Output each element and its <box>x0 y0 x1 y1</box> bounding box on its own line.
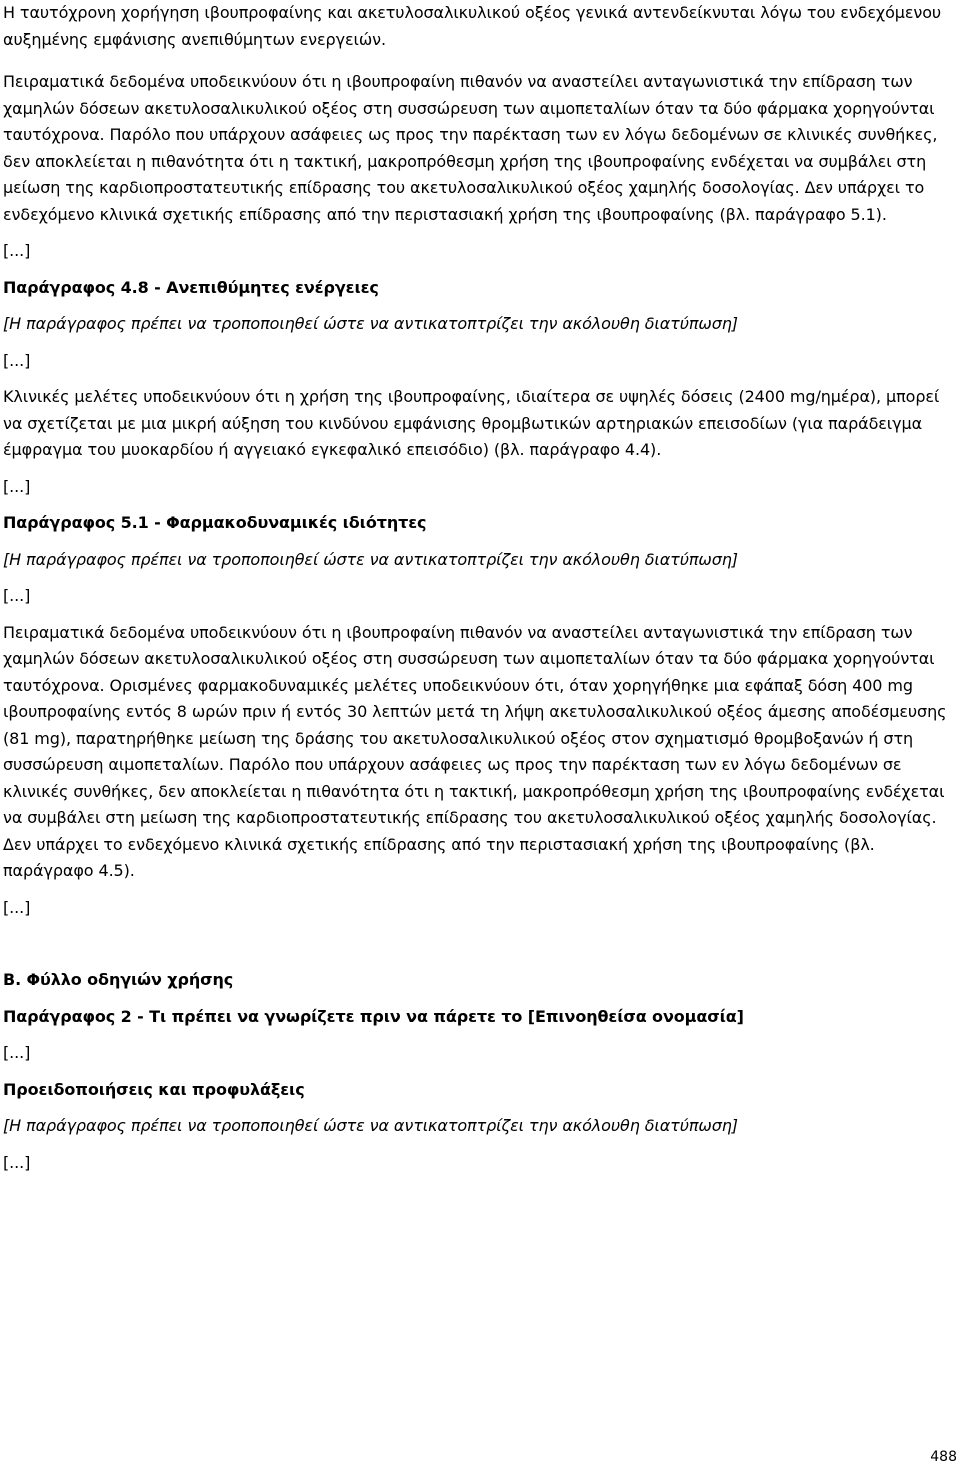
amendment-note: [Η παράγραφος πρέπει να τροποποιηθεί ώστε να αντικατοπτρίζει την ακόλουθη διατύπωση] <box>3 314 738 333</box>
heading-warnings-precautions: Προειδοποιήσεις και προφυλάξεις <box>3 1079 305 1099</box>
heading-section-4-8: Παράγραφος 4.8 - Ανεπιθύμητες ενέργειες <box>3 277 379 297</box>
heading-section-5-1: Παράγραφος 5.1 - Φαρμακοδυναμικές ιδιότητες <box>3 513 427 532</box>
paragraph-contraindication: Η ταυτόχρονη χορήγηση ιβουπροφαίνης και ακετυλοσαλικυλικού οξέος γενικά αντενδείκνυται λόγω του ενδεχόμενου αυξημένης εμφάνισης ανεπιθύμητων ενεργειών. <box>3 3 942 49</box>
paragraph-experimental-data: Πειραματικά δεδομένα υποδεικνύουν ότι η ιβουπροφαίνη πιθανόν να αναστείλει ανταγωνιστικά την επίδραση των χαμηλών δόσεων ακετυλοσαλικυλικού οξέος στη συσσώρευση των αιμοπεταλίων όταν τα δύο φάρμακα χορηγούνται ταυτόχρονα. Παρόλο που υπάρχουν ασάφειες ως προς την παρέκταση των εν λόγω δεδομένων σε κλινικές συνθήκες, δεν αποκλείεται η πιθανότητα ότι η τακτική, μακροπρόθεσμη χρήση της ιβουπροφαίνης ενδέχεται να συμβάλει στη μείωση της καρδιοπροστατευτικής επίδρασης του ακετυλοσαλικυλικού οξέος χαμηλής δοσολογίας. Δεν υπάρχει το ενδεχόμενο κλινικά σχετικής επίδρασης από την περιστασιακή χρήση της ιβουπροφαίνης (βλ. παράγραφο 5.1). <box>3 72 938 224</box>
omission-marker: [...] <box>3 1152 31 1172</box>
heading-section-2: Παράγραφος 2 - Τι πρέπει να γνωρίζετε πριν να πάρετε το [Επινοηθείσα ονομασία] <box>3 1006 744 1026</box>
document-body <box>3 0 955 1186</box>
paragraph-pharmacodynamics: Πειραματικά δεδομένα υποδεικνύουν ότι η ιβουπροφαίνη πιθανόν να αναστείλει ανταγωνιστικά την επίδραση των χαμηλών δόσεων ακετυλοσαλικυλικού οξέος στη συσσώρευση των αιμοπεταλίων όταν τα δύο φάρμακα χορηγούνται ταυτόχρονα. Ορισμένες φαρμακοδυναμικές μελέτες υποδεικνύουν ότι, όταν χορηγήθηκε μια εφάπαξ δόση 400 mg ιβουπροφαίνης εντός 8 ωρών πριν ή εντός 30 λεπτών μετά τη λήψη ακετυλοσαλικυλικού οξέος άμεσης αποδέσμευσης (81 mg), παρατηρήθηκε μείωση της δράσης του ακετυλοσαλικυλικού οξέος στον σχηματισμό θρομβοξανών ή στη συσσώρευση αιμοπεταλίων. Παρόλο που υπάρχουν ασάφειες ως προς την παρέκταση των εν λόγω δεδομένων σε κλινικές συνθήκες, δεν αποκλείεται η πιθανότητα ότι η τακτική, μακροπρόθεσμη χρήση της ιβουπροφαίνης ενδέχεται να συμβάλει στη μείωση της καρδιοπροστατευτικής επίδρασης του ακετυλοσαλικυλικού οξέος χαμηλής δοσολογίας. Δεν υπάρχει το ενδεχόμενο κλινικά σχετικής επίδρασης από την περιστασιακή χρήση της ιβουπροφαίνης (βλ. παράγραφο 4.5). <box>3 622 947 880</box>
page-number: 488 <box>930 1449 957 1465</box>
omission-marker: [...] <box>3 1043 31 1062</box>
omission-marker: [...] <box>3 897 31 917</box>
amendment-note: [Η παράγραφος πρέπει να τροποποιηθεί ώστε να αντικατοπτρίζει την ακόλουθη διατύπωση] <box>3 1116 738 1135</box>
omission-marker: [...] <box>3 350 31 370</box>
omission-marker: [...] <box>3 241 31 260</box>
paragraph-clinical-studies: Κλινικές μελέτες υποδεικνύουν ότι η χρήση της ιβουπροφαίνης, ιδιαίτερα σε υψηλές δόσεις (2400 mg/ημέρα), μπορεί να σχετίζεται με μια μικρή αύξηση του κινδύνου εμφάνισης θρομβωτικών αρτηριακών επεισοδίων (για παράδειγμα έμφραγμα του μυοκαρδίου ή αγγειακό εγκεφαλικό επεισόδιο) (βλ. παράγραφο 4.4). <box>3 387 940 459</box>
omission-marker: [...] <box>3 586 31 605</box>
heading-package-leaflet: B. Φύλλο οδηγιών χρήσης <box>3 970 234 989</box>
amendment-note: [Η παράγραφος πρέπει να τροποποιηθεί ώστε να αντικατοπτρίζει την ακόλουθη διατύπωση] <box>3 549 738 569</box>
omission-marker: [...] <box>3 476 31 496</box>
